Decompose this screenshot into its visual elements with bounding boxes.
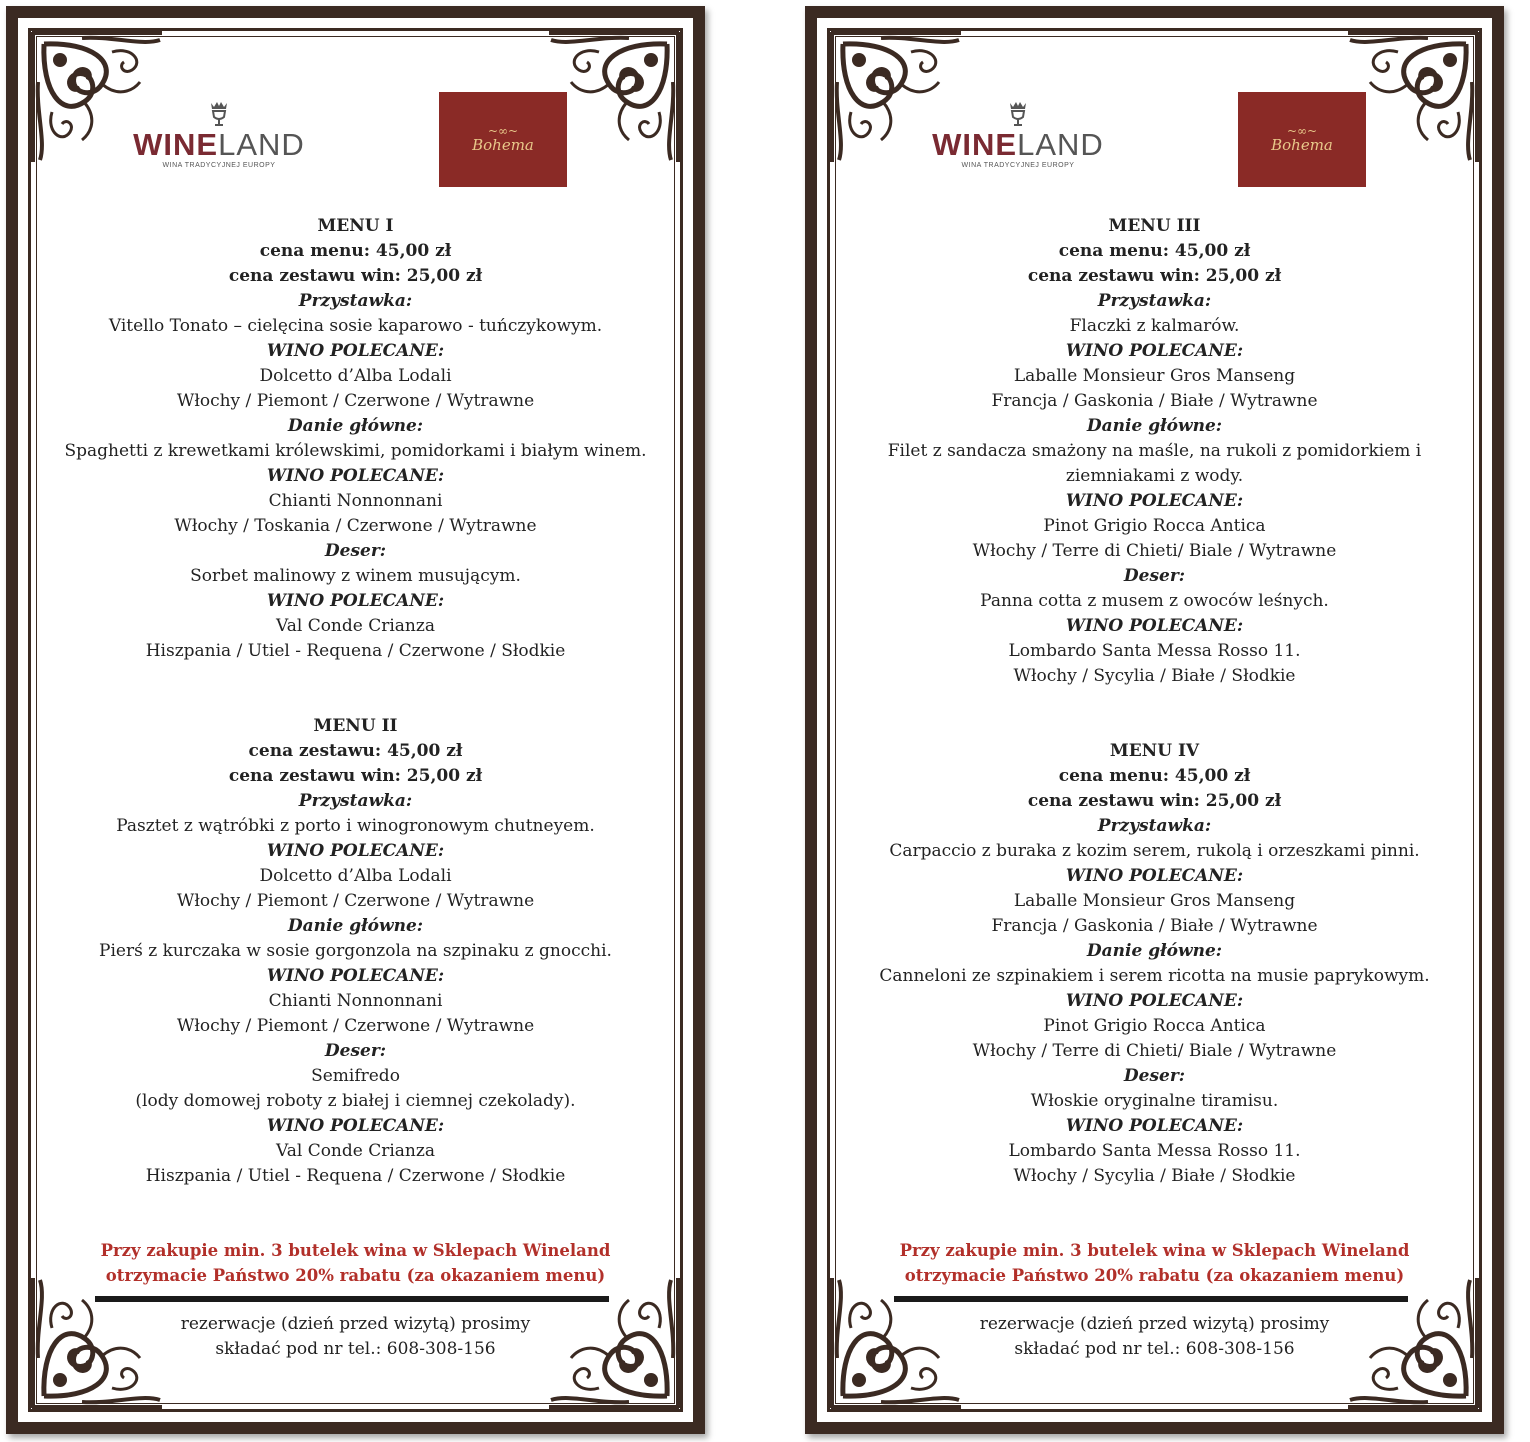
menu-item-line: Semifredo [311,1066,400,1086]
menu-heading-line: MENU II [313,716,398,736]
menu-item-line: Sorbet malinowy z winem musującym. [190,566,521,586]
reservation-info [36,1312,675,1362]
menu-item-line: Vitello Tonato – cielęcina sosie kaparowo - tuńczykowym. [108,316,603,336]
menu-item-line: Włochy / Piemont / Czerwone / Wytrawne [176,391,535,411]
promo-line-2: otrzymacie Państwo 20% rabatu (za okazaniem menu) [904,1266,1405,1285]
menu-item-line: Val Conde Crianza [276,616,435,636]
menu-section-label: WINO POLECANE: [266,591,445,611]
divider [894,1296,1408,1302]
menu-item-line: Włochy / Terre di Chieti/ Biale / Wytrawne [972,541,1337,561]
menu-item-line: Laballe Monsieur Gros Manseng [1013,891,1296,911]
menu-section-label: WINO POLECANE: [266,1116,445,1136]
menu-section-label: WINO POLECANE: [1065,616,1244,636]
menu-heading-line: MENU IV [1109,741,1200,761]
wineland-tagline: WINA TRADYCYJNEJ EUROPY [162,162,276,169]
menu-item-line: Włoskie oryginalne tiramisu. [1030,1091,1279,1111]
menu-section-label: Deser: [1123,1066,1186,1086]
crown-glass-icon [1008,101,1028,127]
menu-section-label: WINO POLECANE: [1065,991,1244,1011]
menu-section-label: Przystawka: [1097,291,1212,311]
menu-item-line: Francja / Gaskonia / Białe / Wytrawne [991,916,1318,936]
menu-item-line: Włochy / Sycylia / Białe / Słodkie [1013,1166,1296,1186]
wineland-wordmark-land: LAND [1017,127,1104,162]
reservation-phone: składać pod nr tel.: 608-308-156 [1014,1339,1295,1359]
menu-item-line: Włochy / Toskania / Czerwone / Wytrawne [174,516,537,536]
menu-heading-line: cena zestawu win: 25,00 zł [1027,266,1282,286]
wineland-logo [124,101,314,191]
divider [95,1296,609,1302]
menu-section-label: Danie główne: [287,916,424,936]
bohema-ornament-icon: ~∞~ [487,123,519,138]
promo-text [36,1238,675,1288]
menu-item-line: Pierś z kurczaka w sosie gorgonzola na szpinaku z gnocchi. [99,941,612,961]
menu-item-line: Pasztet z wątróbki z porto i winogronowym chutneyem. [116,816,595,836]
promo-line-2: otrzymacie Państwo 20% rabatu (za okazaniem menu) [105,1266,606,1285]
bohema-ornament-icon: ~∞~ [1286,123,1318,138]
bohema-logo [1238,92,1366,187]
wineland-wordmark [124,129,314,161]
menu-card-left [6,6,705,1434]
menu-item-line: Panna cotta z musem z owoców leśnych. [980,591,1329,611]
menu-content [36,214,675,1189]
reservation-line-1: rezerwacje (dzień przed wizytą) prosimy [180,1314,531,1334]
promo-line-1: Przy zakupie min. 3 butelek wina w Sklepach Wineland [899,1241,1410,1260]
menu-section-label: Danie główne: [1086,416,1223,436]
menu-section-label: Danie główne: [1086,941,1223,961]
wineland-logo [923,101,1113,191]
menu-heading-line: cena menu: 45,00 zł [1058,241,1251,261]
menu-section-label: Deser: [324,541,387,561]
menu-section-label: Deser: [1123,566,1186,586]
reservation-info [835,1312,1474,1362]
menu-item-line: Hiszpania / Utiel - Requena / Czerwone / Słodkie [145,641,566,661]
bohema-wordmark: Bohema [472,135,534,154]
wineland-wordmark-wine: WINE [133,127,219,162]
menu-item-line: Hiszpania / Utiel - Requena / Czerwone / Słodkie [145,1166,566,1186]
menu-item-line: Filet z sandacza smażony na maśle, na rukoli z pomidorkiem i [887,441,1422,461]
menu-item-line: Pinot Grigio Rocca Antica [1043,516,1266,536]
wineland-wordmark-land: LAND [218,127,305,162]
menu-section-label: WINO POLECANE: [1065,491,1244,511]
menu-heading-line: MENU III [1108,216,1201,236]
menu-section-label: WINO POLECANE: [266,341,445,361]
menu-item-line: Dolcetto d’Alba Lodali [259,366,452,386]
bohema-logo [439,92,567,187]
menu-section-label: WINO POLECANE: [1065,341,1244,361]
reservation-phone: składać pod nr tel.: 608-308-156 [215,1339,496,1359]
menu-item-line: Włochy / Piemont / Czerwone / Wytrawne [176,891,535,911]
menu-heading-line: cena zestawu win: 25,00 zł [1027,791,1282,811]
reservation-line-1: rezerwacje (dzień przed wizytą) prosimy [979,1314,1330,1334]
menu-item-line: Val Conde Crianza [276,1141,435,1161]
wineland-tagline: WINA TRADYCYJNEJ EUROPY [961,162,1075,169]
menu-item-line: Carpaccio z buraka z kozim serem, rukolą i orzeszkami pinni. [889,841,1420,861]
menu-item-line: Chianti Nonnonnani [268,491,443,511]
menu-heading-line: cena menu: 45,00 zł [1058,766,1251,786]
menu-item-line: Włochy / Terre di Chieti/ Biale / Wytrawne [972,1041,1337,1061]
menu-section-label: Deser: [324,1041,387,1061]
menu-item-line: Lombardo Santa Messa Rosso 11. [1008,641,1301,661]
menu-item-line: (lody domowej roboty z białej i ciemnej czekolady). [135,1091,576,1111]
crown-glass-icon [209,101,229,127]
menu-section-label: Przystawka: [298,791,413,811]
bohema-wordmark: Bohema [1271,135,1333,154]
menu-section-label: WINO POLECANE: [1065,1116,1244,1136]
menu-heading-line: cena zestawu: 45,00 zł [248,741,463,761]
menu-spacer [835,689,1474,739]
menu-content [835,214,1474,1189]
menu-item-line: Laballe Monsieur Gros Manseng [1013,366,1296,386]
menu-section-label: WINO POLECANE: [266,966,445,986]
menu-item-line: Włochy / Sycylia / Białe / Słodkie [1013,666,1296,686]
menu-item-line: Dolcetto d’Alba Lodali [259,866,452,886]
menu-item-line: Pinot Grigio Rocca Antica [1043,1016,1266,1036]
menu-section-label: WINO POLECANE: [266,841,445,861]
menu-heading-line: cena zestawu win: 25,00 zł [228,766,483,786]
menu-item-line: ziemniakami z wody. [1065,466,1244,486]
menu-section-label: Przystawka: [1097,816,1212,836]
menu-card-right [805,6,1504,1434]
wineland-wordmark [923,129,1113,161]
menu-item-line: Lombardo Santa Messa Rosso 11. [1008,1141,1301,1161]
menu-item-line: Flaczki z kalmarów. [1069,316,1240,336]
promo-text [835,1238,1474,1288]
menu-section-label: WINO POLECANE: [1065,866,1244,886]
menu-item-line: Francja / Gaskonia / Białe / Wytrawne [991,391,1318,411]
menu-item-line: Chianti Nonnonnani [268,991,443,1011]
menu-item-line: Canneloni ze szpinakiem i serem ricotta na musie paprykowym. [879,966,1430,986]
menu-section-label: Przystawka: [298,291,413,311]
promo-line-1: Przy zakupie min. 3 butelek wina w Sklepach Wineland [100,1241,611,1260]
menu-heading-line: MENU I [317,216,394,236]
wineland-wordmark-wine: WINE [932,127,1018,162]
menu-section-label: WINO POLECANE: [266,466,445,486]
menu-item-line: Włochy / Piemont / Czerwone / Wytrawne [176,1016,535,1036]
menu-heading-line: cena menu: 45,00 zł [259,241,452,261]
menu-heading-line: cena zestawu win: 25,00 zł [228,266,483,286]
menu-section-label: Danie główne: [287,416,424,436]
menu-spacer [36,664,675,714]
menu-item-line: Spaghetti z krewetkami królewskimi, pomidorkami i białym winem. [64,441,647,461]
